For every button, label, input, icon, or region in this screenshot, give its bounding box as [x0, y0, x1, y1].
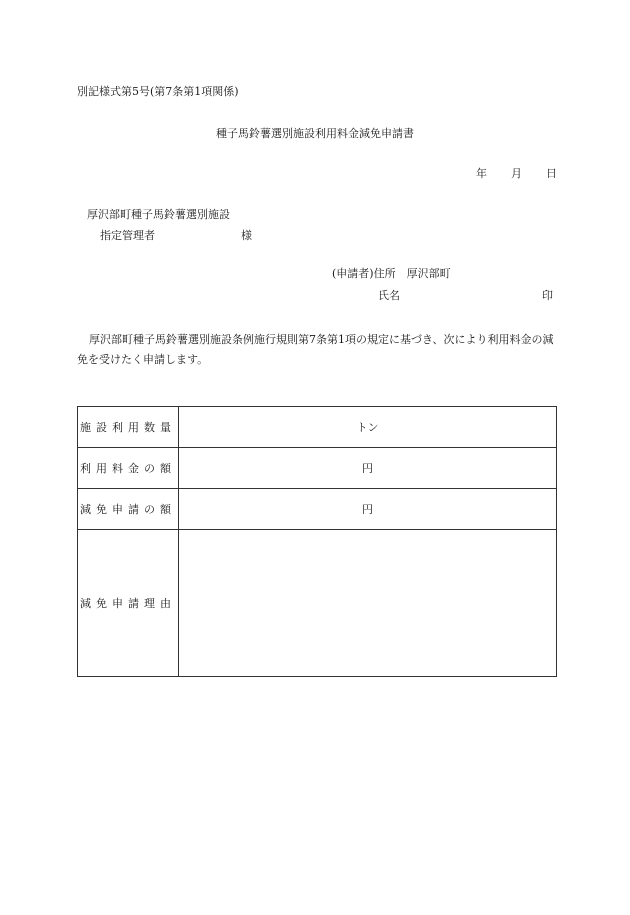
- date-year-label: 年: [476, 167, 487, 180]
- usage-quantity-field[interactable]: トン: [179, 407, 557, 448]
- addressee-honorific: 様: [241, 229, 252, 242]
- reduction-reason-label: 減免申請理由: [78, 530, 179, 677]
- addressee-facility: 厚沢部町種子馬鈴薯選別施設: [87, 208, 230, 221]
- addressee-manager: 指定管理者: [100, 229, 155, 242]
- usage-fee-label: 利用料金の額: [78, 448, 179, 489]
- table-row: [78, 530, 557, 677]
- date-month-label: 月: [511, 167, 522, 180]
- reduction-reason-field[interactable]: [179, 530, 557, 677]
- reduction-amount-field[interactable]: 円: [179, 489, 557, 530]
- applicant-address-label: (申請者)住所: [332, 267, 396, 280]
- seal-mark: 印: [542, 289, 553, 302]
- applicant-name-label: 氏名: [378, 289, 400, 302]
- form-number-label: 別記様式第5号(第7条第1項関係): [77, 85, 239, 98]
- application-body-text: 厚沢部町種子馬鈴薯選別施設条例施行規則第7条第1項の規定に基づき、次により利用料金の減免を受けたく申請します。: [77, 333, 554, 366]
- date-day-label: 日: [546, 167, 557, 180]
- applicant-address-line: [332, 268, 451, 279]
- fee-reduction-table: [77, 406, 557, 677]
- usage-fee-field[interactable]: 円: [179, 448, 557, 489]
- usage-quantity-label: 施設利用数量: [78, 407, 179, 448]
- document-title: 種子馬鈴薯選別施設利用料金減免申請書: [216, 127, 414, 140]
- table-row: [78, 448, 557, 489]
- addressee-manager-line: [100, 230, 252, 241]
- table-row: [78, 407, 557, 448]
- reduction-amount-label: 減免申請の額: [78, 489, 179, 530]
- applicant-address-value: 厚沢部町: [406, 267, 451, 280]
- date-line: [476, 168, 557, 179]
- table-row: [78, 489, 557, 530]
